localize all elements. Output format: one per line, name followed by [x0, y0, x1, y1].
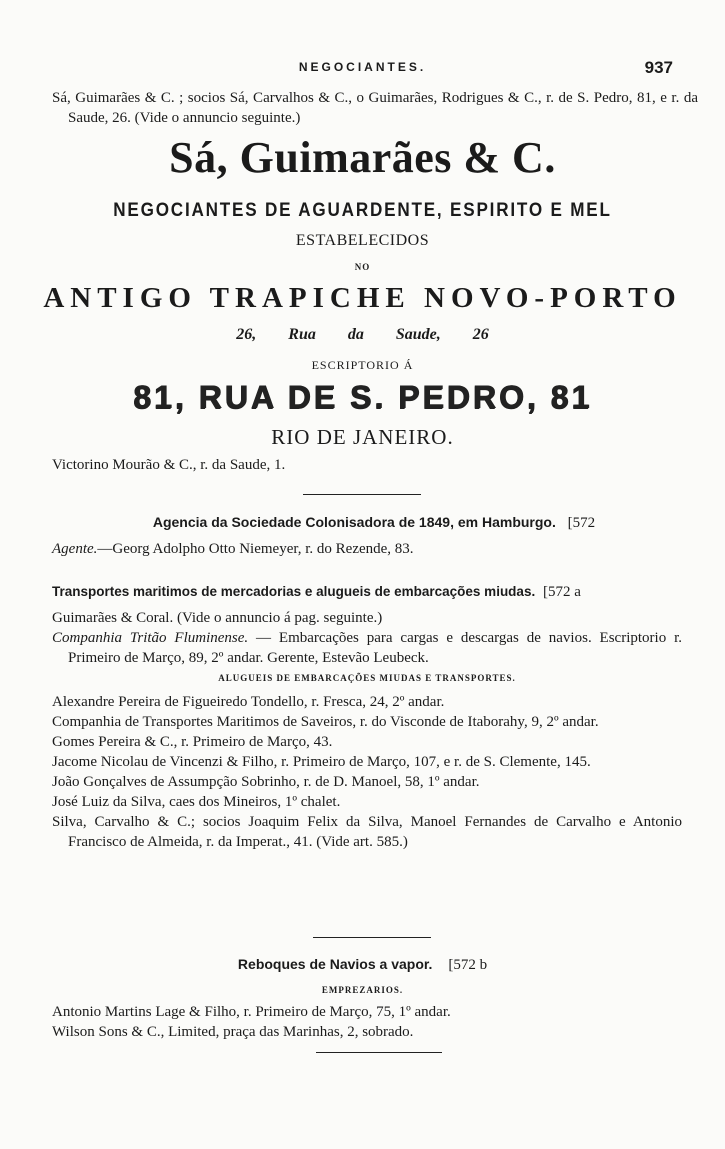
section-divider — [313, 937, 431, 938]
agent-text: —Georg Adolpho Otto Niemeyer, r. do Rezende, 83. — [97, 541, 414, 557]
list-item: Alexandre Pereira de Figueiredo Tondello, r. Fresca, 24, 2º andar. — [52, 694, 445, 710]
running-title: NEGOCIANTES. — [298, 60, 427, 74]
list-item: Antonio Martins Lage & Filho, r. Primeiro de Março, 75, 1º andar. — [52, 1004, 451, 1020]
reboques-heading-line — [0, 956, 725, 974]
agencia-heading-line — [52, 512, 682, 533]
list-item: Wilson Sons & C., Limited, praça das Marinhas, 2, sobrado. — [52, 1024, 414, 1040]
transportes-guimaraes-coral: Guimarães & Coral. (Vide o annuncio á pag. seguinte.) — [52, 610, 383, 626]
reboques-subheading: EMPREZARIOS. — [321, 985, 404, 995]
reboques-entries-list — [52, 1002, 682, 1042]
end-divider — [316, 1052, 442, 1053]
transportes-code: [572 a — [542, 584, 581, 600]
transportes-companhia-tritao — [52, 628, 682, 668]
ad-firm-name: Sá, Guimarães & C. — [169, 133, 556, 182]
list-item: Jacome Nicolau de Vincenzi & Filho, r. Primeiro de Março, 107, e r. de S. Clemente, 145. — [52, 754, 591, 770]
companhia-tritao-text: — Embarcações para cargas e descargas de navios. Escriptorio r. Primeiro de Março, 89, 2º andar. Gerente, Estevão Leubeck. — [68, 630, 682, 666]
entry-victorino: Victorino Mourão & C., r. da Saude, 1. — [52, 457, 286, 473]
list-item: Companhia de Transportes Maritimos de Saveiros, r. do Visconde de Itaborahy, 9, 2º andar. — [52, 714, 599, 730]
reboques-code: [572 b — [448, 957, 488, 973]
ad-place-address: 26, Rua da Saude, 26 — [236, 326, 489, 343]
reboques-heading: Reboques de Navios a vapor. — [237, 956, 433, 972]
page-header — [0, 58, 725, 80]
entry-sa-guimaraes: Sá, Guimarães & C. ; socios Sá, Carvalhos & C., o Guimarães, Rodrigues & C., r. de S. Pedro, 81, e r. da Saude, 26. (Vide o annuncio seguinte.) — [52, 90, 698, 126]
companhia-tritao-name: Companhia Tritão Fluminense. — [52, 630, 249, 646]
list-item: José Luiz da Silva, caes dos Mineiros, 1º chalet. — [52, 794, 341, 810]
agencia-section — [52, 512, 682, 559]
ad-established: ESTABELECIDOS — [295, 232, 430, 249]
list-item: Silva, Carvalho & C.; socios Joaquim Felix da Silva, Manoel Fernandes de Carvalho e Antonio Francisco de Almeida, r. da Imperat., 41. (Vide art. 585.) — [52, 814, 682, 850]
transportes-section — [52, 582, 682, 852]
ad-city: RIO DE JANEIRO. — [271, 425, 454, 449]
agencia-code: [572 — [567, 515, 596, 531]
transportes-heading: Transportes maritimos de mercadorias e alugueis de embarcações miudas. — [52, 584, 536, 599]
list-item: Gomes Pereira & C., r. Primeiro de Março, 43. — [52, 734, 333, 750]
ad-office-label: ESCRIPTORIO Á — [311, 358, 414, 372]
page-number: 937 — [644, 58, 673, 77]
section-divider — [303, 494, 421, 495]
list-item: João Gonçalves de Assumpção Sobrinho, r. de D. Manoel, 58, 1º andar. — [52, 774, 480, 790]
ad-office-address: 81, RUA DE S. PEDRO, 81 — [132, 379, 593, 415]
transportes-heading-line — [52, 582, 682, 602]
ad-place: ANTIGO TRAPICHE NOVO-PORTO — [43, 282, 682, 314]
transportes-entries-list — [52, 692, 682, 852]
ad-at: NO — [354, 262, 371, 272]
ad-business-line: NEGOCIANTES DE AGUARDENTE, ESPIRITO E MEL — [113, 200, 612, 221]
transportes-subheading: ALUGUEIS DE EMBARCAÇÕES MIUDAS E TRANSPORTES. — [218, 673, 516, 683]
agencia-agent-line — [52, 539, 682, 559]
agencia-heading: Agencia da Sociedade Colonisadora de 1849, em Hamburgo. — [152, 514, 556, 530]
agent-label: Agente. — [52, 541, 98, 557]
